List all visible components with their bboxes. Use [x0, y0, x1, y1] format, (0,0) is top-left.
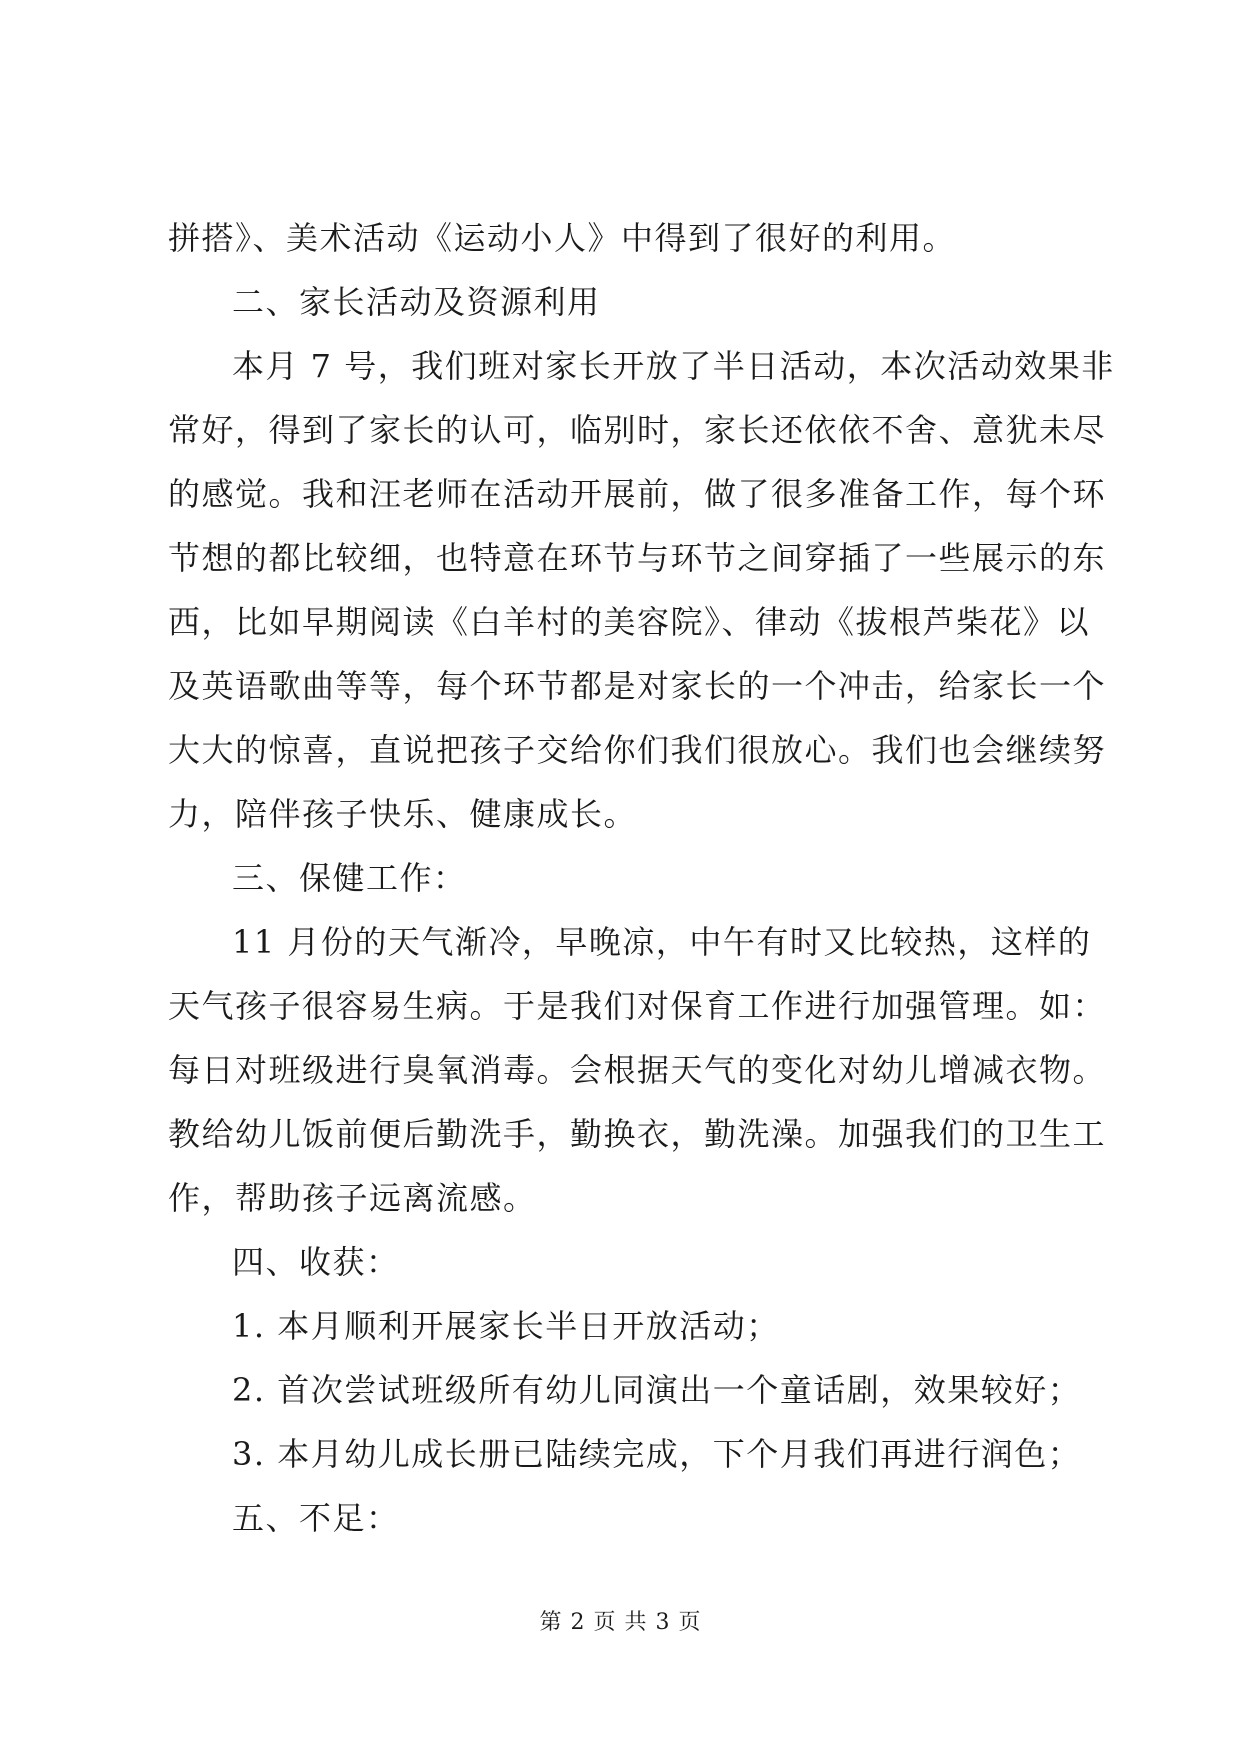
section-heading-shortcomings: 五、不足：	[232, 1499, 400, 1537]
text-line: 拼搭》、美术活动《运动小人》中得到了很好的利用。	[168, 219, 957, 257]
text-line: 常好，得到了家长的认可，临别时，家长还依依不舍、意犹未尽	[168, 411, 1107, 449]
list-item: 1. 本月顺利开展家长半日开放活动；	[232, 1307, 780, 1345]
text-line: 及英语歌曲等等，每个环节都是对家长的一个冲击，给家长一个	[168, 667, 1107, 705]
document-body	[168, 206, 1115, 1550]
section-heading-parent-activities: 二、家长活动及资源利用	[232, 283, 601, 321]
text-line: 西，比如早期阅读《白羊村的美容院》、律动《拔根芦柴花》以	[168, 603, 1091, 641]
section-heading-gains: 四、收获：	[232, 1243, 400, 1281]
text-line: 的感觉。我和汪老师在活动开展前，做了很多准备工作，每个环	[168, 475, 1107, 513]
text-line: 作，帮助孩子远离流感。	[168, 1179, 537, 1217]
text-line: 11 月份的天气渐冷，早晚凉，中午有时又比较热，这样的	[232, 923, 1092, 961]
text-line: 大大的惊喜，直说把孩子交给你们我们很放心。我们也会继续努	[168, 731, 1107, 769]
text-line: 本月 7 号，我们班对家长开放了半日活动，本次活动效果非	[232, 347, 1115, 385]
text-line: 力，陪伴孩子快乐、健康成长。	[168, 795, 638, 833]
text-line: 节想的都比较细，也特意在环节与环节之间穿插了一些展示的东	[168, 539, 1107, 577]
text-line: 每日对班级进行臭氧消毒。会根据天气的变化对幼儿增减衣物。	[168, 1051, 1107, 1089]
text-line: 教给幼儿饭前便后勤洗手，勤换衣，勤洗澡。加强我们的卫生工	[168, 1115, 1107, 1153]
page-number-footer: 第 2 页 共 3 页	[539, 1610, 702, 1635]
text-line: 天气孩子很容易生病。于是我们对保育工作进行加强管理。如：	[168, 987, 1107, 1025]
list-item: 2. 首次尝试班级所有幼儿同演出一个童话剧，效果较好；	[232, 1371, 1082, 1409]
list-item: 3. 本月幼儿成长册已陆续完成，下个月我们再进行润色；	[232, 1435, 1082, 1473]
section-heading-health-work: 三、保健工作：	[232, 859, 467, 897]
